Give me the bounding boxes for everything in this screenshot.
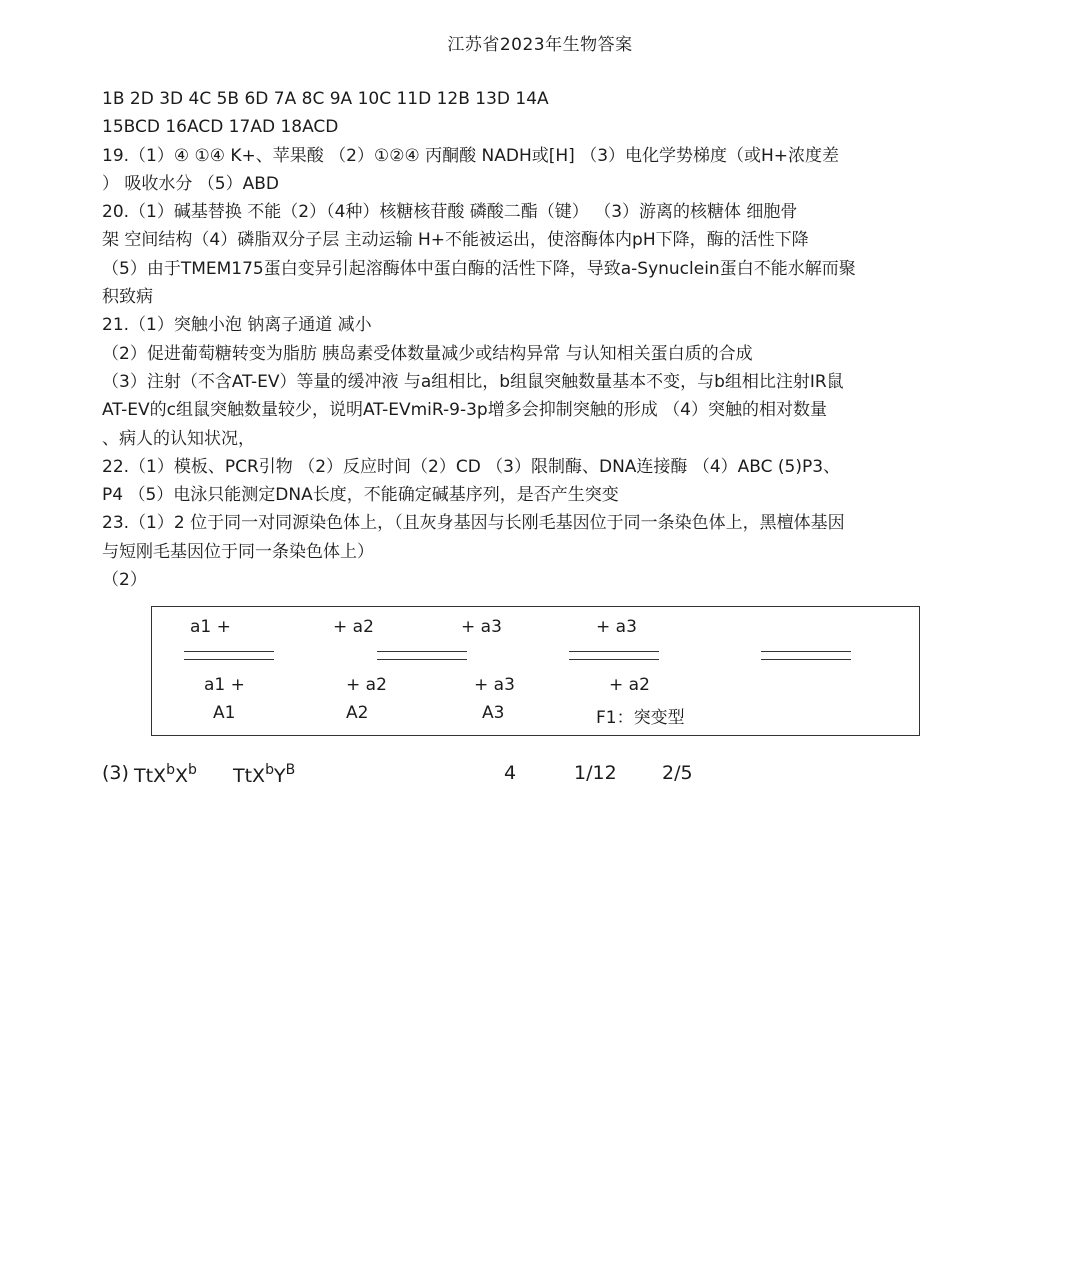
answer-line: ） 吸收水分 （5）ABD: [102, 173, 280, 194]
answer-line: 、病人的认知状况，: [102, 428, 255, 449]
genotype-male: $TtX^bY^B$: [233, 762, 296, 787]
allele-bottom: + a3: [474, 675, 515, 695]
final-answer-line: [102, 762, 802, 796]
answer-line: 1B 2D 3D 4C 5B 6D 7A 8C 9A 10C 11D 12B 13D 14A: [102, 89, 549, 109]
answer-line: P4 （5）电泳只能测定DNA长度，不能确定碱基序列，是否产生突变: [102, 485, 619, 506]
answer-value: 1/12: [574, 762, 617, 784]
chromosome-pair-blank: [761, 607, 861, 737]
answer-value: 2/5: [662, 762, 693, 784]
answer-line: 架 空间结构（4）磷脂双分子层 主动运输 H+不能被运出，使溶酶体内pH下降，酶的活性下降: [102, 230, 809, 251]
genotype-female: $TtX^bX^b$: [134, 762, 197, 787]
answer-line: （2）促进葡萄糖转变为脂肪 胰岛素受体数量减少或结构异常 与认知相关蛋白质的合成: [102, 343, 753, 364]
allele-bottom: + a2: [609, 675, 650, 695]
allele-top: + a3: [596, 617, 637, 637]
strain-label: F1：突变型: [596, 708, 685, 728]
answer-line: 21.（1）突触小泡 钠离子通道 减小: [102, 315, 372, 336]
homolog-lines: [184, 651, 274, 667]
part-label: (3): [102, 762, 129, 784]
answer-value: 4: [504, 762, 517, 784]
chromosome-pair: [569, 607, 685, 737]
homolog-lines: [377, 651, 467, 667]
strain-label: A3: [482, 703, 505, 723]
homolog-lines: [761, 651, 851, 667]
strain-label: A2: [346, 703, 369, 723]
answer-line: 15BCD 16ACD 17AD 18ACD: [102, 117, 339, 138]
answer-line: 与短刚毛基因位于同一条染色体上）: [102, 541, 374, 562]
answer-text-block: [102, 85, 1022, 594]
allele-top: a1 +: [190, 617, 231, 637]
genetic-cross-diagram: [151, 606, 920, 736]
answer-line: 22.（1）模板、PCR引物 （2）反应时间（2）CD （3）限制酶、DNA连接酶 （4）ABC (5)P3、: [102, 456, 841, 477]
answer-line: （3）注射（不含AT-EV）等量的缓冲液 与a组相比，b组鼠突触数量基本不变，与b组相比注射IR鼠: [102, 371, 844, 392]
allele-bottom: a1 +: [204, 675, 245, 695]
strain-label: A1: [213, 703, 236, 723]
answer-line: 20.（1）碱基替换 不能（2）（4种）核糖核苷酸 磷酸二酯（键） （3）游离的核糖体 细胞骨: [102, 202, 798, 223]
chromosome-pair: [184, 607, 284, 737]
page-title: 江苏省2023年生物答案: [447, 35, 633, 55]
allele-top: + a3: [461, 617, 502, 637]
answer-line: AT-EV的c组鼠突触数量较少，说明AT-EVmiR-9-3p增多会抑制突触的形成 （4）突触的相对数量: [102, 400, 827, 421]
answer-line: 19.（1）④ ①④ K+、苹果酸 （2）①②④ 丙酮酸 NADH或[H] （3）电化学势梯度（或H+浓度差: [102, 145, 840, 166]
answer-line: 23.（1）2 位于同一对同源染色体上，（且灰身基因与长刚毛基因位于同一条染色体上，黑檀体基因: [102, 513, 845, 534]
homolog-lines: [569, 651, 659, 667]
answer-line: 积致病: [102, 287, 153, 308]
answer-line: （5）由于TMEM175蛋白变异引起溶酶体中蛋白酶的活性下降，导致a-Synuclein蛋白不能水解而聚: [102, 258, 856, 279]
allele-top: + a2: [333, 617, 374, 637]
allele-bottom: + a2: [346, 675, 387, 695]
answer-line: （2）: [102, 570, 147, 591]
